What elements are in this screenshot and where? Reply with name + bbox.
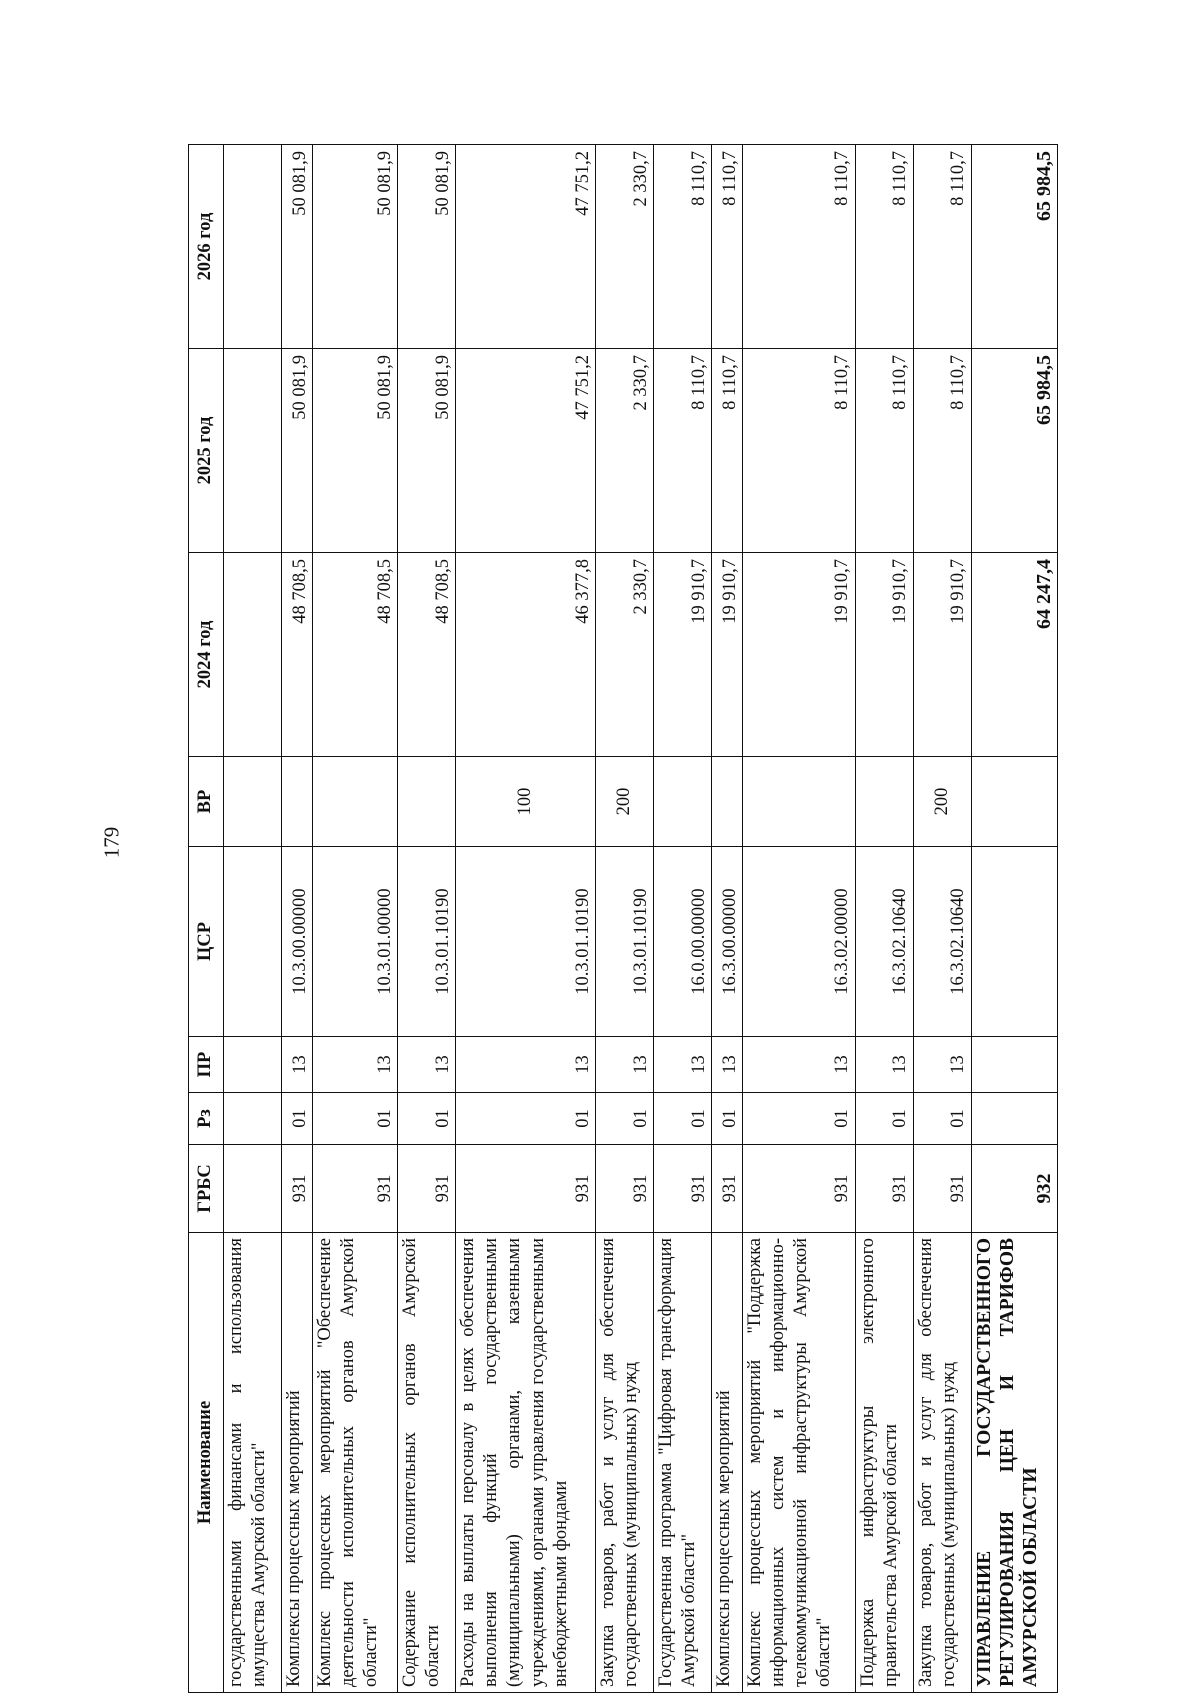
cell-csr: [971, 847, 1057, 1037]
cell-2026: 8 110,7: [913, 145, 971, 349]
table-row: [398, 145, 456, 1693]
header-pr: ПР: [189, 1037, 224, 1093]
cell-2024: 48 708,5: [282, 553, 313, 757]
cell-2026: 47 751,2: [456, 145, 596, 349]
cell-csr: 16.3.02.10640: [855, 847, 913, 1037]
cell-csr: 16.0.00.00000: [654, 847, 712, 1037]
cell-vr: [312, 757, 397, 847]
cell-pr: [971, 1037, 1057, 1093]
cell-pr: 13: [855, 1037, 913, 1093]
cell-csr: 16.3.00.00000: [712, 847, 743, 1037]
cell-rz: 01: [855, 1093, 913, 1145]
cell-grbs: 931: [398, 1145, 456, 1233]
cell-rz: 01: [654, 1093, 712, 1145]
cell-rz: 01: [312, 1093, 397, 1145]
cell-grbs: 931: [913, 1145, 971, 1233]
cell-2024: 48 708,5: [312, 553, 397, 757]
cell-2025: 8 110,7: [855, 349, 913, 553]
cell-2025: 47 751,2: [456, 349, 596, 553]
cell-grbs: 931: [282, 1145, 313, 1233]
cell-2026: [224, 145, 282, 349]
cell-rz: [971, 1093, 1057, 1145]
cell-vr: 200: [913, 757, 971, 847]
cell-grbs: 931: [742, 1145, 855, 1233]
cell-grbs: 932: [971, 1145, 1057, 1233]
cell-2024: 19 910,7: [913, 553, 971, 757]
cell-2024: 19 910,7: [712, 553, 743, 757]
cell-grbs: [224, 1145, 282, 1233]
cell-name: Содержание исполнительных органов Амурской области: [398, 1233, 456, 1693]
header-csr: ЦСР: [189, 847, 224, 1037]
cell-pr: 13: [312, 1037, 397, 1093]
cell-rz: 01: [596, 1093, 654, 1145]
cell-rz: 01: [282, 1093, 313, 1145]
cell-2026: 8 110,7: [855, 145, 913, 349]
cell-2026: 50 081,9: [312, 145, 397, 349]
cell-2024: 64 247,4: [971, 553, 1057, 757]
table-row: [596, 145, 654, 1693]
table-header-row: [189, 145, 224, 1693]
cell-pr: [224, 1037, 282, 1093]
cell-grbs: 931: [654, 1145, 712, 1233]
header-grbs: ГРБС: [189, 1145, 224, 1233]
cell-vr: 100: [456, 757, 596, 847]
cell-grbs: 931: [596, 1145, 654, 1233]
table-row: [971, 145, 1057, 1693]
cell-vr: 200: [596, 757, 654, 847]
cell-rz: [224, 1093, 282, 1145]
cell-csr: 16.3.02.10640: [913, 847, 971, 1037]
cell-vr: [742, 757, 855, 847]
budget-table: [188, 144, 1058, 1693]
header-2024: 2024 год: [189, 553, 224, 757]
cell-vr: [224, 757, 282, 847]
cell-vr: [855, 757, 913, 847]
cell-2026: 8 110,7: [712, 145, 743, 349]
cell-csr: 10.3.01.10190: [398, 847, 456, 1037]
cell-2024: 48 708,5: [398, 553, 456, 757]
cell-2026: 2 330,7: [596, 145, 654, 349]
cell-rz: 01: [712, 1093, 743, 1145]
cell-2026: 50 081,9: [282, 145, 313, 349]
cell-csr: 10.3.00.00000: [282, 847, 313, 1037]
cell-name: Закупка товаров, работ и услуг для обеспечения государственных (муниципальных) нужд: [596, 1233, 654, 1693]
cell-2025: 8 110,7: [712, 349, 743, 553]
cell-grbs: 931: [312, 1145, 397, 1233]
cell-csr: 10.3.01.00000: [312, 847, 397, 1037]
cell-2024: 19 910,7: [855, 553, 913, 757]
cell-grbs: 931: [855, 1145, 913, 1233]
cell-vr: [712, 757, 743, 847]
cell-name: Комплекс процессных мероприятий "Поддержка информационных систем и информационно-телекоммуникационной инфраструктуры Амурской области": [742, 1233, 855, 1693]
budget-table-container: [188, 145, 1058, 1693]
cell-name: Закупка товаров, работ и услуг для обеспечения государственных (муниципальных) нужд: [913, 1233, 971, 1693]
cell-2024: 2 330,7: [596, 553, 654, 757]
table-row: [654, 145, 712, 1693]
cell-2025: 8 110,7: [913, 349, 971, 553]
cell-name: Комплексы процессных мероприятий: [712, 1233, 743, 1693]
cell-2025: 8 110,7: [742, 349, 855, 553]
cell-vr: [282, 757, 313, 847]
table-row: [913, 145, 971, 1693]
header-2026: 2026 год: [189, 145, 224, 349]
cell-name: УПРАВЛЕНИЕ ГОСУДАРСТВЕННОГО РЕГУЛИРОВАНИЯ ЦЕН И ТАРИФОВ АМУРСКОЙ ОБЛАСТИ: [971, 1233, 1057, 1693]
cell-grbs: 931: [712, 1145, 743, 1233]
cell-name: Поддержка инфраструктуры электронного правительства Амурской области: [855, 1233, 913, 1693]
cell-2026: 8 110,7: [654, 145, 712, 349]
cell-vr: [971, 757, 1057, 847]
cell-vr: [654, 757, 712, 847]
table-row: [855, 145, 913, 1693]
table-body: [224, 145, 1058, 1693]
cell-2026: 8 110,7: [742, 145, 855, 349]
cell-rz: 01: [742, 1093, 855, 1145]
cell-2026: 50 081,9: [398, 145, 456, 349]
cell-pr: 13: [282, 1037, 313, 1093]
cell-2025: 8 110,7: [654, 349, 712, 553]
header-name: Наименование: [189, 1233, 224, 1693]
header-2025: 2025 год: [189, 349, 224, 553]
cell-rz: 01: [398, 1093, 456, 1145]
cell-csr: [224, 847, 282, 1037]
cell-vr: [398, 757, 456, 847]
cell-pr: 13: [742, 1037, 855, 1093]
cell-2025: 50 081,9: [398, 349, 456, 553]
cell-name: Государственная программа "Цифровая трансформация Амурской области": [654, 1233, 712, 1693]
cell-pr: 13: [654, 1037, 712, 1093]
cell-pr: 13: [596, 1037, 654, 1093]
cell-2025: 50 081,9: [312, 349, 397, 553]
cell-pr: 13: [712, 1037, 743, 1093]
cell-2024: [224, 553, 282, 757]
cell-2024: 19 910,7: [742, 553, 855, 757]
table-row: [712, 145, 743, 1693]
cell-rz: 01: [456, 1093, 596, 1145]
cell-name: государственными финансами и использования имущества Амурской области": [224, 1233, 282, 1693]
page-number: 179: [99, 826, 124, 859]
cell-2026: 65 984,5: [971, 145, 1057, 349]
cell-pr: 13: [913, 1037, 971, 1093]
cell-name: Комплексы процессных мероприятий: [282, 1233, 313, 1693]
cell-2025: 65 984,5: [971, 349, 1057, 553]
cell-2025: [224, 349, 282, 553]
cell-2025: 2 330,7: [596, 349, 654, 553]
table-row: [742, 145, 855, 1693]
cell-rz: 01: [913, 1093, 971, 1145]
cell-pr: 13: [456, 1037, 596, 1093]
cell-grbs: 931: [456, 1145, 596, 1233]
cell-name: Расходы на выплаты персоналу в целях обеспечения выполнения функций государственными (муниципальными) органами, казенными учреждениями, органами управления государственными внебюджетными фондами: [456, 1233, 596, 1693]
table-row: [456, 145, 596, 1693]
cell-2024: 46 377,8: [456, 553, 596, 757]
cell-2024: 19 910,7: [654, 553, 712, 757]
table-row: [282, 145, 313, 1693]
header-rz: Рз: [189, 1093, 224, 1145]
table-row: [224, 145, 282, 1693]
cell-csr: 10.3.01.10190: [456, 847, 596, 1037]
cell-2025: 50 081,9: [282, 349, 313, 553]
cell-csr: 16.3.02.00000: [742, 847, 855, 1037]
table-row: [312, 145, 397, 1693]
cell-name: Комплекс процессных мероприятий "Обеспечение деятельности исполнительных органов Амурской области": [312, 1233, 397, 1693]
cell-csr: 10.3.01.10190: [596, 847, 654, 1037]
cell-pr: 13: [398, 1037, 456, 1093]
header-vr: ВР: [189, 757, 224, 847]
